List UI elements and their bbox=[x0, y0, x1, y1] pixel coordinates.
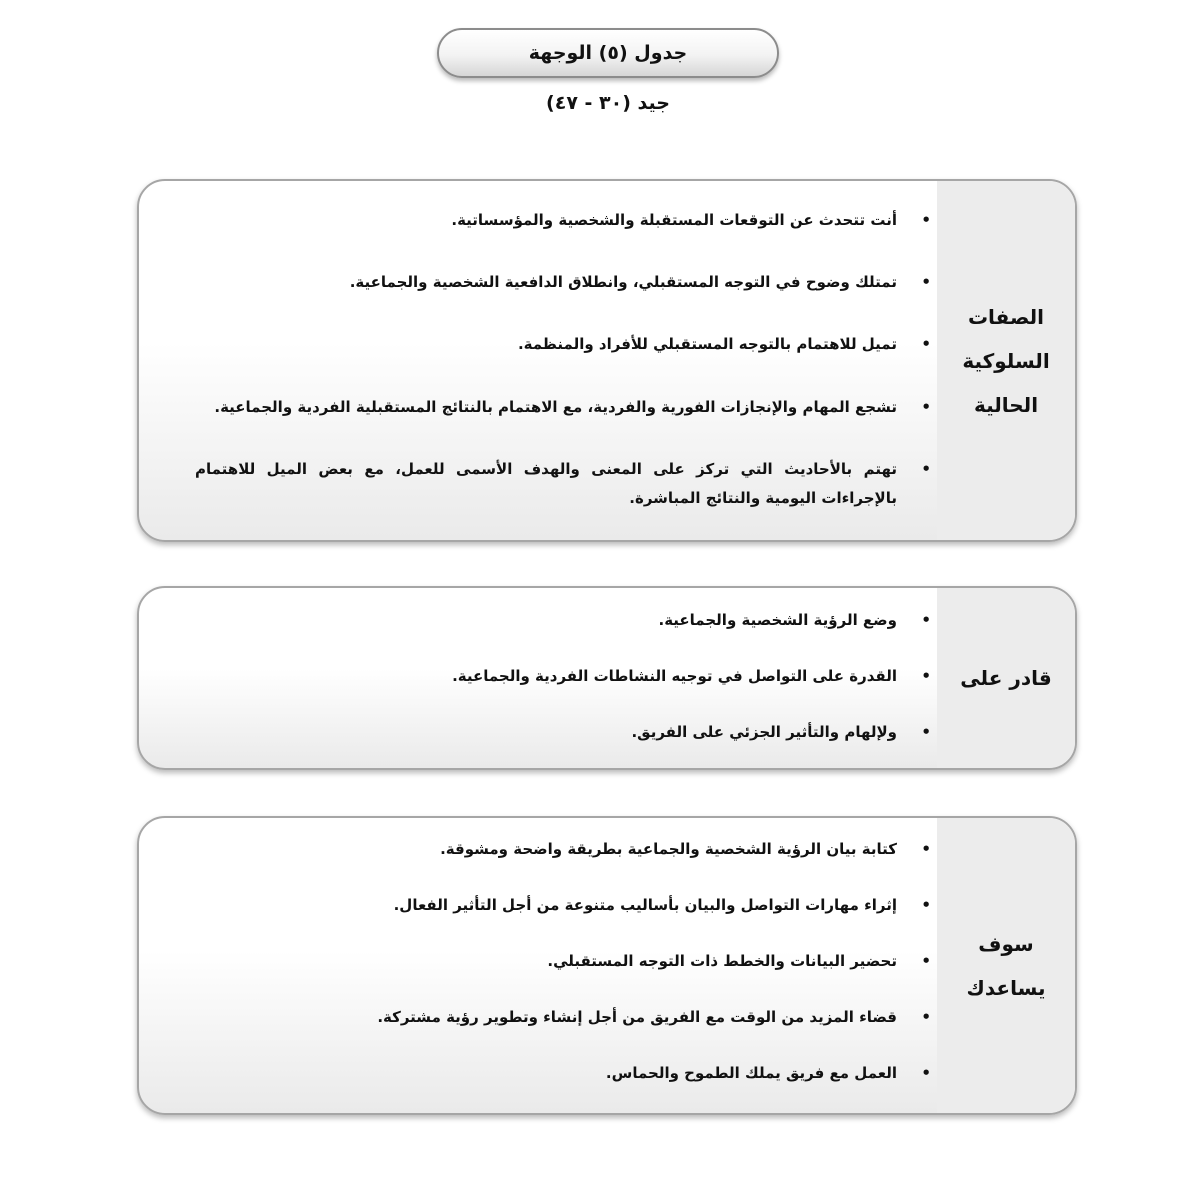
section-label: قادر على bbox=[937, 588, 1075, 768]
section-label: الصفات السلوكية الحالية bbox=[937, 181, 1075, 540]
list-item: • تمتلك وضوح في التوجه المستقبلي، وانطلاق الدافعية الشخصية والجماعية. bbox=[195, 268, 897, 297]
list-item: • العمل مع فريق يملك الطموح والحماس. bbox=[195, 1059, 897, 1088]
list-item: • إثراء مهارات التواصل والبيان بأساليب متنوعة من أجل التأثير الفعال. bbox=[195, 891, 897, 920]
table-title-text: جدول (٥) الوجهة bbox=[528, 42, 688, 64]
section-list bbox=[139, 588, 937, 768]
list-item: • أنت تتحدث عن التوقعات المستقبلة والشخصية والمؤسساتية. bbox=[195, 206, 897, 235]
list-item: • القدرة على التواصل في توجيه النشاطات الفردية والجماعية. bbox=[195, 662, 897, 691]
list-item: • تشجع المهام والإنجازات الفورية والفردية، مع الاهتمام بالنتائج المستقبلية الفردية والجماعية. bbox=[195, 393, 897, 422]
list-item: • تهتم بالأحاديث التي تركز على المعنى والهدف الأسمى للعمل، مع بعض الميل للاهتمام بالإجراءات اليومية والنتائج المباشرة. bbox=[195, 455, 897, 513]
list-item: • تحضير البيانات والخطط ذات التوجه المستقبلي. bbox=[195, 947, 897, 976]
section-label: سوف يساعدك bbox=[937, 818, 1075, 1113]
section-current-behaviors bbox=[137, 179, 1077, 542]
section-capable-of bbox=[137, 586, 1077, 770]
list-item: • كتابة بيان الرؤية الشخصية والجماعية بطريقة واضحة ومشوقة. bbox=[195, 835, 897, 864]
list-item: • تميل للاهتمام بالتوجه المستقبلي للأفراد والمنظمة. bbox=[195, 330, 897, 359]
list-item: • قضاء المزيد من الوقت مع الفريق من أجل إنشاء وتطوير رؤية مشتركة. bbox=[195, 1003, 897, 1032]
section-list bbox=[139, 181, 937, 540]
list-item: • وضع الرؤية الشخصية والجماعية. bbox=[195, 606, 897, 635]
table-title bbox=[437, 28, 779, 78]
score-range: جيد (٣٠ - ٤٧) bbox=[546, 92, 670, 114]
section-will-help-you bbox=[137, 816, 1077, 1115]
list-item: • ولإلهام والتأثير الجزئي على الفريق. bbox=[195, 718, 897, 747]
section-list bbox=[139, 818, 937, 1113]
